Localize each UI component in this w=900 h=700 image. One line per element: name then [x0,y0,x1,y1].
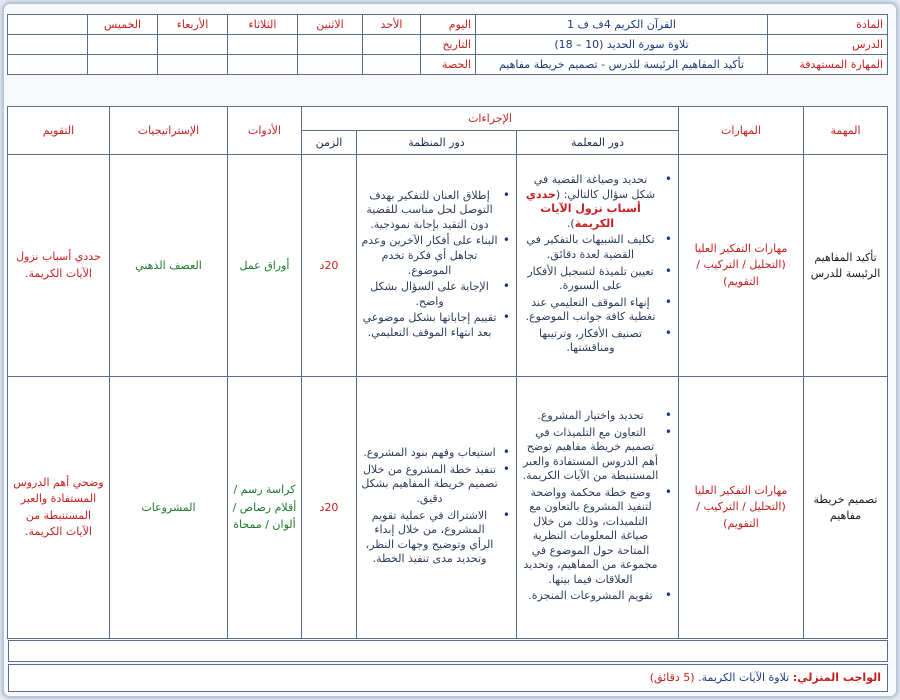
list-item: • تقييم إجاباتها بشكل موضوعي بعد انتهاء الموقف التعليمي. [361,311,510,340]
organizer-role-cell [357,377,517,639]
subject-value: القرآن الكريم 4ف ف 1 [476,15,768,35]
task-cell: تصميم خريطة مفاهيم [804,377,888,639]
skills-cell: مهارات التفكير العليا (التحليل / التركيب / التقويم) [679,155,804,377]
period-cell [158,55,228,75]
lesson-value: تلاوة سورة الحديد (10 – 18) [476,35,768,55]
list-item: • تحديد واختيار المشروع. [521,409,672,424]
evaluation-cell: حددي أسباب نزول الآيات الكريمة. [7,155,109,377]
date-cell [298,35,363,55]
teacher-role-cell [517,155,679,377]
blank-band [8,640,888,662]
list-item: • وضع خطة محكمة وواضحة لتنفيذ المشروع بالتعاون مع التلميذات، وذلك من خلال صياغة المعلومات النظرية المتاحة حول الموضوع في مجموعة من المفاهيم، وتحديد العلاقات فيما بينها. [521,486,672,588]
period-cell [363,55,421,75]
date-cell [363,35,421,55]
date-cell [158,35,228,55]
list-item: • إطلاق العنان للتفكير بهدف التوصل لحل مناسب للقضية دون التقيد بإجابة نموذجية. [361,189,510,233]
list-item: • التعاون مع التلميذات في تصميم خريطة مفاهيم توضح أهم الدروس المستفادة والعبر المستنبطة من الآيات الكريمة. [521,426,672,484]
lesson-label: الدرس [768,35,888,55]
target-skill-label: المهارة المستهدفة [768,55,888,75]
list-item: • الإجابة على السؤال بشكل واضح. [361,280,510,309]
evaluation-header: التقويم [7,107,109,155]
organizer-role-cell [357,155,517,377]
day-tuesday: الثلاثاء [228,15,298,35]
list-item: • إنهاء الموقف التعليمي عند تغطية كافة جوانب الموضوع. [521,296,672,325]
teacher-role-header: دور المعلمة [517,131,679,155]
date-label: التاريخ [421,35,476,55]
header-table [7,14,888,75]
list-item: • تنفيذ خطة المشروع من خلال تصميم خريطة المفاهيم بشكل دقيق. [361,463,510,507]
list-item: • البناء على أفكار الآخرين وعدم تجاهل أي فكرة تخدم الموضوع. [361,234,510,278]
period-cell [298,55,363,75]
procedures-header: الإجراءات [301,107,678,131]
period-label: الحصة [421,55,476,75]
table-row [7,377,887,639]
skills-header: المهارات [679,107,804,155]
procedures-table [7,106,888,639]
evaluation-cell: وضحي أهم الدروس المستفادة والعبر المستنبطة من الآيات الكريمة. [7,377,109,639]
homework-time: (5 دقائق) [649,671,695,684]
day-blank [8,15,88,35]
list-item: • الاشتراك في عملية تقويم المشروع، من خلال إبداء الرأي وتوضيح وجهات النظر، وتحديد مدى تنفيذ الخطة. [361,509,510,567]
list-item: • تحديد وصياغة القضية في شكل سؤال كالتالي: (حددي أسباب نزول الآيات الكريمة). [521,173,672,231]
skills-cell: مهارات التفكير العليا (التحليل / التركيب / التقويم) [679,377,804,639]
day-thursday: الخميس [88,15,158,35]
lesson-plan-frame [2,2,898,698]
day-sunday: الأحد [363,15,421,35]
homework-label: الواجب المنزلي: [792,671,881,684]
list-item: • تقويم المشروعات المنجزة. [521,589,672,604]
list-item: • تصنيف الأفكار، وترتيبها ومناقشتها. [521,327,672,356]
time-header: الزمن [301,131,356,155]
table-row [7,155,887,377]
teacher-role-cell [517,377,679,639]
period-cell [8,55,88,75]
strategy-cell: المشروعات [109,377,227,639]
period-cell [228,55,298,75]
list-item: • تكليف الشبيهات بالتفكير في القضية لعدة دقائق. [521,233,672,262]
date-cell [88,35,158,55]
target-skill-value: تأكيد المفاهيم الرئيسة للدرس - تصميم خريطة مفاهيم [476,55,768,75]
period-cell [88,55,158,75]
homework-row [8,664,888,692]
day-monday: الاثنين [298,15,363,35]
subject-label: المادة [768,15,888,35]
homework-text: تلاوة الآيات الكريمة. [698,671,790,684]
tools-cell: كراسة رسم / أقلام رصاص / ألوان / ممحاة [227,377,301,639]
list-item: • تعيين تلميذة لتسجيل الأفكار على السبورة. [521,265,672,294]
strategies-header: الإستراتيجيات [109,107,227,155]
tools-cell: أوراق عمل [227,155,301,377]
day-label: اليوم [421,15,476,35]
time-cell: 20د [301,377,356,639]
day-wednesday: الأربعاء [158,15,228,35]
time-cell: 20د [301,155,356,377]
list-item: • استيعاب وفهم بنود المشروع. [361,446,510,461]
date-cell [228,35,298,55]
tools-header: الأدوات [227,107,301,155]
strategy-cell: العصف الذهني [109,155,227,377]
date-cell [8,35,88,55]
task-cell: تأكيد المفاهيم الرئيسة للدرس [804,155,888,377]
organizer-role-header: دور المنظمة [357,131,517,155]
task-header: المهمة [804,107,888,155]
